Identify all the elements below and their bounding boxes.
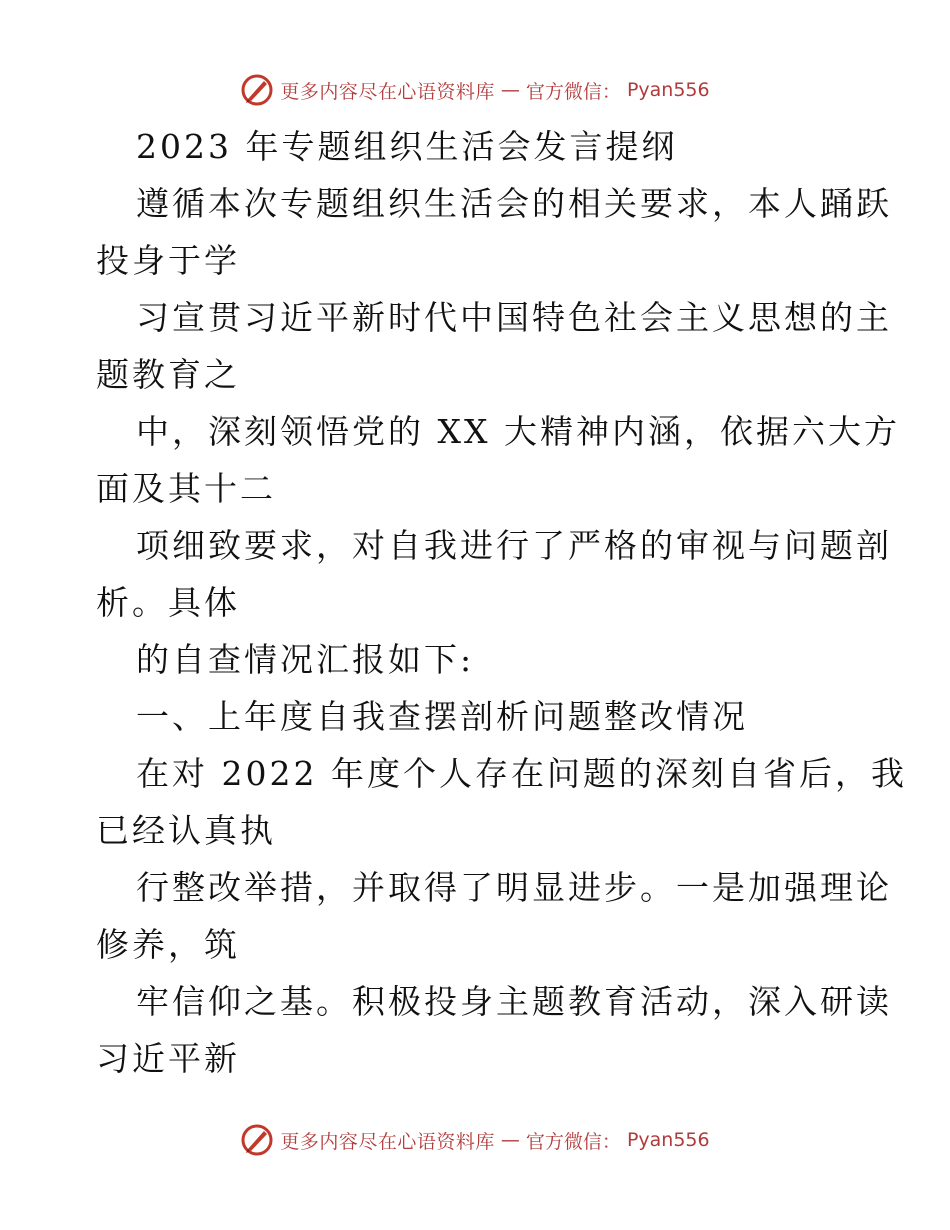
header-watermark	[0, 70, 950, 110]
text-line: 已经认真执	[96, 811, 276, 850]
watermark-wechat-label: 官方微信：	[525, 1130, 621, 1153]
text-line: 析。具体	[96, 583, 240, 622]
text-line: 投身于学	[96, 241, 240, 280]
watermark-wechat-id: Pyan556	[626, 1129, 710, 1151]
text-line: 在对 2022 年度个人存在问题的深刻自省后，我	[136, 754, 907, 793]
quill-pen-logo-icon	[240, 73, 274, 107]
watermark-site-text: 更多内容尽在心语资料库	[280, 1130, 495, 1153]
text-line: 中，深刻领悟党的 XX 大精神内涵，依据六大方	[136, 412, 900, 451]
section-heading: 一、上年度自我查摆剖析问题整改情况	[136, 697, 748, 736]
text-line: 项细致要求，对自我进行了严格的审视与问题剖	[136, 526, 892, 565]
watermark-separator: —	[500, 1129, 520, 1151]
watermark-separator: —	[500, 79, 520, 101]
text-line: 遵循本次专题组织生活会的相关要求，本人踊跃	[136, 184, 892, 223]
text-line: 修养，筑	[96, 925, 240, 964]
document-body	[96, 118, 907, 1087]
watermark-site-text: 更多内容尽在心语资料库	[280, 80, 495, 103]
text-line: 习近平新	[96, 1039, 240, 1078]
text-line: 面及其十二	[96, 469, 276, 508]
document-title: 2023 年专题组织生活会发言提纲	[136, 127, 678, 166]
text-line: 行整改举措，并取得了明显进步。一是加强理论	[136, 868, 892, 907]
watermark-wechat-label: 官方微信：	[525, 80, 621, 103]
text-line: 题教育之	[96, 355, 240, 394]
text-line: 习宣贯习近平新时代中国特色社会主义思想的主	[136, 298, 892, 337]
text-line: 牢信仰之基。积极投身主题教育活动，深入研读	[136, 982, 892, 1021]
watermark-wechat-id: Pyan556	[626, 79, 710, 101]
text-line: 的自查情况汇报如下:	[136, 640, 475, 679]
footer-watermark	[0, 1120, 950, 1160]
quill-pen-logo-icon	[240, 1123, 274, 1157]
